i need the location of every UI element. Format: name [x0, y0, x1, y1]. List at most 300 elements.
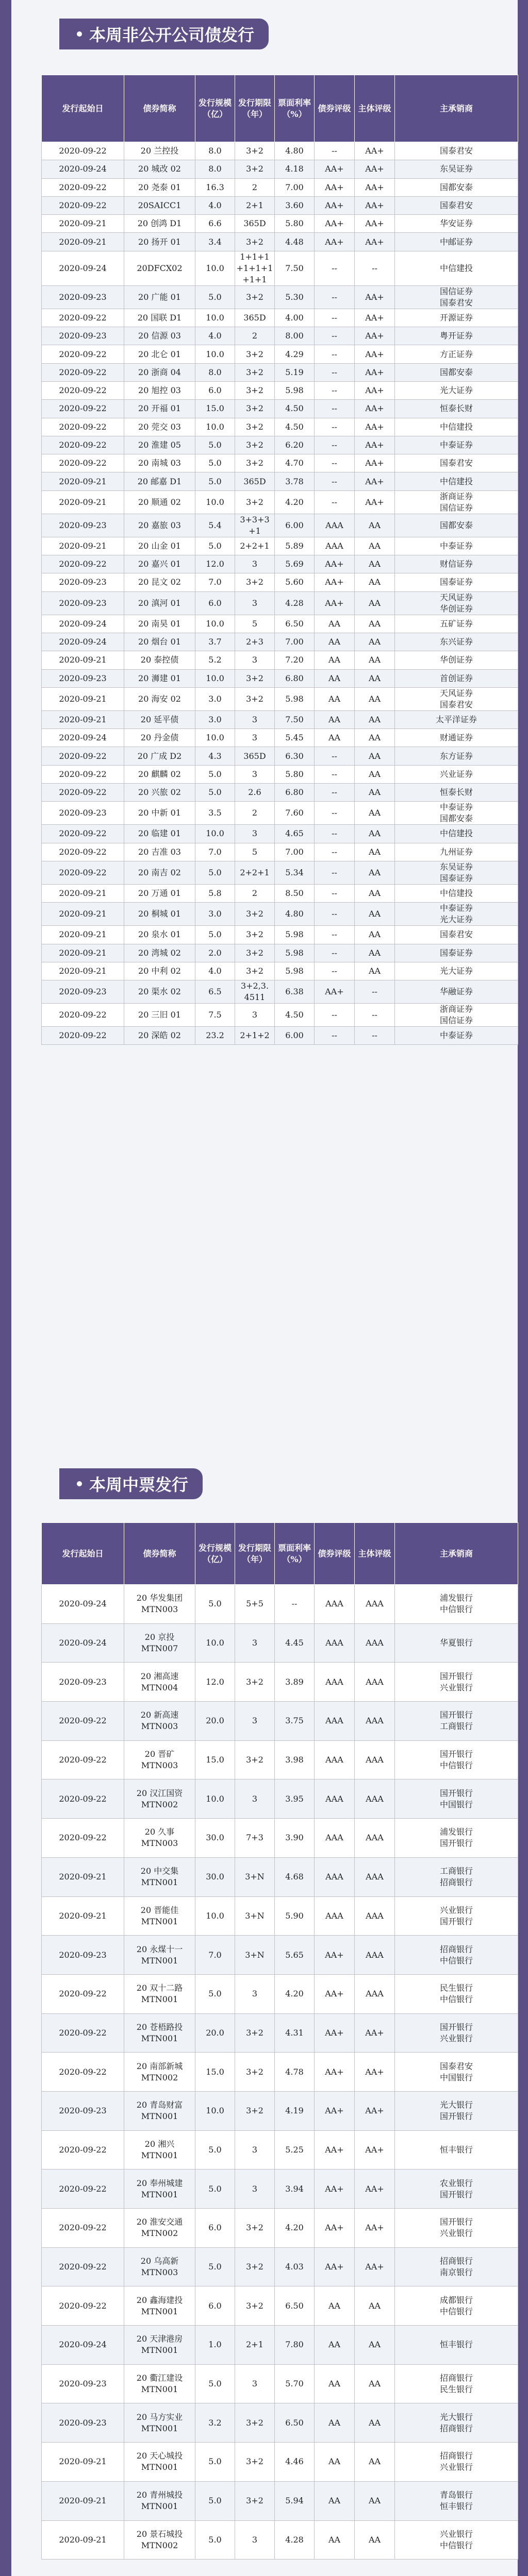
cell-bond-name: 20SAICC1 — [124, 196, 195, 214]
cell-issuer-rating: AA — [355, 802, 395, 825]
table-row — [42, 926, 518, 944]
cell-issuer-rating: -- — [355, 1027, 395, 1045]
cell-issuer-rating: AA+ — [355, 2013, 395, 2053]
cell-lead-underwriter: 中信建投 — [395, 884, 518, 902]
cell-bond-name: 20 汉江国资 MTN002 — [124, 1780, 195, 1819]
cell-issue-size: 3.0 — [195, 710, 235, 728]
cell-coupon-rate: 8.00 — [275, 327, 315, 345]
cell-bond-rating: AAA — [315, 537, 355, 555]
cell-coupon-rate: 3.95 — [275, 1780, 315, 1819]
cell-bond-rating: AAA — [315, 1896, 355, 1936]
cell-bond-name: 20 吉准 03 — [124, 843, 195, 861]
cell-issue-term: 2+1+2 — [235, 1027, 275, 1045]
cell-lead-underwriter: 中信建投 — [395, 472, 518, 490]
cell-issue-date: 2020-09-22 — [42, 2130, 124, 2170]
table-row — [42, 2286, 518, 2326]
cell-issuer-rating: AA — [355, 784, 395, 802]
cell-bond-name: 20 兰控投 — [124, 142, 195, 160]
table-row — [42, 160, 518, 178]
cell-bond-name: 20 晋能佳 MTN001 — [124, 1896, 195, 1936]
cell-coupon-rate: 5.25 — [275, 2130, 315, 2170]
cell-bond-rating: -- — [315, 490, 355, 514]
cell-issue-size: 10.0 — [195, 418, 235, 436]
table-row — [42, 1004, 518, 1027]
cell-issue-date: 2020-09-23 — [42, 514, 124, 537]
cell-issue-date: 2020-09-23 — [42, 669, 124, 687]
cell-bond-rating: AA+ — [315, 215, 355, 233]
cell-issue-size: 5.0 — [195, 2443, 235, 2482]
cell-coupon-rate: 5.30 — [275, 285, 315, 309]
cell-coupon-rate: 5.19 — [275, 363, 315, 381]
cell-issuer-rating: AAA — [355, 1896, 395, 1936]
cell-issue-size: 7.0 — [195, 843, 235, 861]
cell-bond-rating: -- — [315, 418, 355, 436]
cell-issue-date: 2020-09-22 — [42, 2170, 124, 2209]
cell-bond-rating: -- — [315, 926, 355, 944]
cell-issuer-rating: AA — [355, 747, 395, 765]
cell-bond-name: 20 苍梧路投 MTN001 — [124, 2013, 195, 2053]
cell-bond-rating: AA+ — [315, 160, 355, 178]
table-row — [42, 573, 518, 591]
cell-bond-name: 20 尧泰 01 — [124, 178, 195, 196]
cell-coupon-rate: 5.80 — [275, 215, 315, 233]
cell-issue-size: 10.0 — [195, 1623, 235, 1663]
cell-issue-date: 2020-09-21 — [42, 2481, 124, 2520]
cell-issue-term: 2+1 — [235, 2326, 275, 2365]
cell-issue-size: 5.0 — [195, 436, 235, 454]
cell-issue-size: 16.3 — [195, 178, 235, 196]
cell-issue-size: 6.0 — [195, 591, 235, 615]
table-row — [42, 1702, 518, 1741]
cell-issue-date: 2020-09-22 — [42, 784, 124, 802]
cell-issue-date: 2020-09-22 — [42, 381, 124, 399]
cell-coupon-rate: 5.90 — [275, 1896, 315, 1936]
cell-issuer-rating: AA+ — [355, 285, 395, 309]
cell-issue-size: 3.5 — [195, 802, 235, 825]
table-row — [42, 2130, 518, 2170]
cell-issue-date: 2020-09-21 — [42, 710, 124, 728]
cell-issue-size: 7.0 — [195, 573, 235, 591]
table-row — [42, 884, 518, 902]
header-issuer-rating: 主体评级 — [355, 1523, 395, 1585]
cell-lead-underwriter: 招商银行 南京银行 — [395, 2247, 518, 2286]
table-row — [42, 591, 518, 615]
cell-bond-rating: AA — [315, 2286, 355, 2326]
cell-issue-term: 365D — [235, 747, 275, 765]
header-issue-term: 发行期限（年） — [235, 75, 275, 142]
cell-lead-underwriter: 天风证券 华创证券 — [395, 591, 518, 615]
cell-bond-rating: AA — [315, 2481, 355, 2520]
cell-issue-date: 2020-09-22 — [42, 309, 124, 327]
cell-issuer-rating: -- — [355, 251, 395, 285]
cell-issue-term: 365D — [235, 215, 275, 233]
cell-bond-name: 20 中交集 MTN001 — [124, 1857, 195, 1896]
cell-coupon-rate: 5.34 — [275, 861, 315, 884]
cell-issuer-rating: AA — [355, 884, 395, 902]
cell-bond-rating: AA+ — [315, 2130, 355, 2170]
cell-bond-name: 20 中新 01 — [124, 802, 195, 825]
cell-issue-date: 2020-09-21 — [42, 944, 124, 962]
cell-bond-rating: -- — [315, 381, 355, 399]
cell-issue-date: 2020-09-23 — [42, 2403, 124, 2443]
cell-issue-size: 7.0 — [195, 1936, 235, 1975]
cell-issue-term: 3 — [235, 2520, 275, 2560]
cell-issue-term: 3+2 — [235, 363, 275, 381]
cell-issue-term: 3 — [235, 710, 275, 728]
cell-issuer-rating: AA — [355, 843, 395, 861]
cell-issuer-rating: AAA — [355, 1936, 395, 1975]
cell-coupon-rate: 6.80 — [275, 669, 315, 687]
cell-coupon-rate: 4.50 — [275, 400, 315, 418]
cell-coupon-rate: 4.18 — [275, 160, 315, 178]
cell-issue-term: 3 — [235, 1974, 275, 2013]
cell-issue-date: 2020-09-21 — [42, 926, 124, 944]
cell-issue-term: 365D — [235, 309, 275, 327]
table-row — [42, 1585, 518, 1624]
cell-issue-term: 3+2 — [235, 2013, 275, 2053]
cell-issuer-rating: AA+ — [355, 178, 395, 196]
cell-issue-size: 5.0 — [195, 784, 235, 802]
table-row — [42, 1740, 518, 1780]
cell-issuer-rating: AA — [355, 2326, 395, 2365]
cell-bond-name: 20 湘兴 MTN001 — [124, 2130, 195, 2170]
cell-issue-size: 15.0 — [195, 1740, 235, 1780]
cell-bond-name: 20 景石城投 MTN002 — [124, 2520, 195, 2560]
cell-coupon-rate: 7.00 — [275, 178, 315, 196]
cell-issue-size: 6.6 — [195, 215, 235, 233]
cell-issuer-rating: AA — [355, 651, 395, 669]
cell-bond-name: 20 兴旅 02 — [124, 784, 195, 802]
cell-coupon-rate: 5.69 — [275, 555, 315, 573]
cell-coupon-rate: 4.19 — [275, 2091, 315, 2130]
table-row — [42, 1663, 518, 1702]
table-row — [42, 142, 518, 160]
table-row — [42, 1936, 518, 1975]
cell-coupon-rate: 6.30 — [275, 747, 315, 765]
cell-bond-name: 20 南城 03 — [124, 454, 195, 472]
cell-issue-size: 5.0 — [195, 2520, 235, 2560]
table-row — [42, 436, 518, 454]
cell-bond-name: 20 开福 01 — [124, 400, 195, 418]
cell-issue-term: 3 — [235, 825, 275, 843]
cell-issuer-rating: AA — [355, 555, 395, 573]
cell-coupon-rate: 3.98 — [275, 1740, 315, 1780]
cell-coupon-rate: 5.98 — [275, 962, 315, 980]
cell-bond-name: 20 鑫海建投 MTN001 — [124, 2286, 195, 2326]
cell-bond-name: 20 烟台 01 — [124, 633, 195, 651]
cell-bond-rating: AA — [315, 2364, 355, 2403]
cell-bond-rating: -- — [315, 345, 355, 363]
cell-issue-date: 2020-09-24 — [42, 251, 124, 285]
cell-issuer-rating: AA+ — [355, 381, 395, 399]
cell-issue-date: 2020-09-21 — [42, 233, 124, 251]
cell-issue-date: 2020-09-23 — [42, 980, 124, 1004]
table-row — [42, 802, 518, 825]
cell-bond-name: 20 山金 01 — [124, 537, 195, 555]
cell-bond-name: 20 广能 01 — [124, 285, 195, 309]
cell-issuer-rating: AA — [355, 669, 395, 687]
cell-issue-term: 3+N — [235, 1857, 275, 1896]
cell-lead-underwriter: 国开银行 工商银行 — [395, 1702, 518, 1741]
private-corporate-bond-table — [41, 75, 518, 1045]
table-row — [42, 710, 518, 728]
cell-bond-name: 20 渠水 02 — [124, 980, 195, 1004]
cell-lead-underwriter: 国信证券 国泰君安 — [395, 285, 518, 309]
cell-issue-term: 3+2,3. 4511 — [235, 980, 275, 1004]
cell-issue-date: 2020-09-22 — [42, 843, 124, 861]
cell-issue-term: 2 — [235, 884, 275, 902]
cell-coupon-rate: 4.50 — [275, 418, 315, 436]
cell-issuer-rating: AAA — [355, 1740, 395, 1780]
cell-coupon-rate: 5.98 — [275, 687, 315, 710]
cell-issue-term: 3+2 — [235, 160, 275, 178]
cell-issue-size: 10.0 — [195, 490, 235, 514]
cell-lead-underwriter: 浦发银行 中信银行 — [395, 1585, 518, 1624]
cell-bond-name: 20 永煤十一 MTN001 — [124, 1936, 195, 1975]
cell-bond-rating: AA+ — [315, 2013, 355, 2053]
cell-bond-rating: AAA — [315, 1740, 355, 1780]
header-issue-term: 发行期限（年） — [235, 1523, 275, 1585]
table-row — [42, 555, 518, 573]
cell-issue-size: 5.0 — [195, 285, 235, 309]
cell-lead-underwriter: 青岛银行 恒丰银行 — [395, 2481, 518, 2520]
cell-lead-underwriter: 浦发银行 国开银行 — [395, 1819, 518, 1858]
cell-issue-date: 2020-09-22 — [42, 1780, 124, 1819]
table-row — [42, 1857, 518, 1896]
medium-term-note-table — [41, 1522, 518, 2560]
cell-bond-rating: AAA — [315, 1819, 355, 1858]
cell-issue-date: 2020-09-22 — [42, 1974, 124, 2013]
cell-bond-name: 20 延平债 — [124, 710, 195, 728]
cell-lead-underwriter: 光大证券 — [395, 381, 518, 399]
table-row — [42, 514, 518, 537]
table-row — [42, 633, 518, 651]
cell-bond-name: 20 海安 02 — [124, 687, 195, 710]
cell-lead-underwriter: 国都安泰 — [395, 363, 518, 381]
cell-bond-rating: AA — [315, 2326, 355, 2365]
cell-issue-size: 5.4 — [195, 514, 235, 537]
cell-bond-name: 20 邮嘉 D1 — [124, 472, 195, 490]
cell-issue-size: 10.0 — [195, 309, 235, 327]
cell-bond-rating: AA — [315, 615, 355, 633]
cell-issue-size: 7.5 — [195, 1004, 235, 1027]
cell-issue-date: 2020-09-22 — [42, 1027, 124, 1045]
cell-issue-size: 4.3 — [195, 747, 235, 765]
cell-lead-underwriter: 开源证券 — [395, 309, 518, 327]
cell-issue-date: 2020-09-24 — [42, 2326, 124, 2365]
cell-lead-underwriter: 国开银行 兴业银行 — [395, 1663, 518, 1702]
cell-issue-size: 5.0 — [195, 926, 235, 944]
cell-coupon-rate: 4.03 — [275, 2247, 315, 2286]
table-row — [42, 1974, 518, 2013]
cell-lead-underwriter: 中信建投 — [395, 825, 518, 843]
cell-issuer-rating: AA+ — [355, 160, 395, 178]
cell-bond-name: 20 华发集团 MTN003 — [124, 1585, 195, 1624]
cell-issuer-rating: AA+ — [355, 436, 395, 454]
cell-bond-name: 20 浉建 01 — [124, 669, 195, 687]
cell-issuer-rating: -- — [355, 980, 395, 1004]
table-row — [42, 285, 518, 309]
cell-issue-term: 3 — [235, 2364, 275, 2403]
header-lead-underwriter: 主承销商 — [395, 1523, 518, 1585]
table-row — [42, 1819, 518, 1858]
header-coupon-rate: 票面利率（%） — [275, 75, 315, 142]
cell-issuer-rating: AA+ — [355, 215, 395, 233]
cell-issue-term: 3+2 — [235, 2247, 275, 2286]
cell-bond-rating: AA+ — [315, 573, 355, 591]
cell-issue-date: 2020-09-22 — [42, 454, 124, 472]
cell-bond-rating: -- — [315, 884, 355, 902]
cell-coupon-rate: 4.48 — [275, 233, 315, 251]
cell-bond-name: 20 国联 D1 — [124, 309, 195, 327]
cell-issuer-rating: AA+ — [355, 2091, 395, 2130]
cell-bond-rating: AAA — [315, 1702, 355, 1741]
cell-lead-underwriter: 国泰证券 — [395, 944, 518, 962]
cell-issue-size: 5.0 — [195, 2481, 235, 2520]
cell-bond-rating: AA+ — [315, 2247, 355, 2286]
cell-bond-rating: AA+ — [315, 591, 355, 615]
cell-issue-date: 2020-09-23 — [42, 285, 124, 309]
cell-issue-size: 10.0 — [195, 1896, 235, 1936]
cell-issue-term: 3+2 — [235, 2481, 275, 2520]
cell-issuer-rating: AA+ — [355, 196, 395, 214]
cell-issue-date: 2020-09-22 — [42, 2247, 124, 2286]
cell-bond-name: 20 广成 D2 — [124, 747, 195, 765]
cell-issue-date: 2020-09-22 — [42, 825, 124, 843]
cell-lead-underwriter: 招商银行 中信银行 — [395, 1936, 518, 1975]
cell-issue-date: 2020-09-24 — [42, 615, 124, 633]
cell-issue-term: 2 — [235, 178, 275, 196]
cell-issue-date: 2020-09-22 — [42, 196, 124, 214]
cell-bond-rating: AA — [315, 729, 355, 747]
cell-bond-name: 20 青州城投 MTN001 — [124, 2481, 195, 2520]
cell-lead-underwriter: 华夏银行 — [395, 1623, 518, 1663]
cell-issue-date: 2020-09-22 — [42, 2209, 124, 2248]
cell-lead-underwriter: 国都安泰 — [395, 514, 518, 537]
cell-bond-name: 20 京投 MTN007 — [124, 1623, 195, 1663]
cell-issue-date: 2020-09-22 — [42, 178, 124, 196]
cell-issue-date: 2020-09-21 — [42, 962, 124, 980]
cell-bond-rating: -- — [315, 962, 355, 980]
cell-coupon-rate: 5.98 — [275, 926, 315, 944]
cell-issue-size: 1.0 — [195, 2326, 235, 2365]
cell-coupon-rate: 3.60 — [275, 196, 315, 214]
cell-bond-name: 20 昆文 02 — [124, 573, 195, 591]
cell-issuer-rating: AAA — [355, 1974, 395, 2013]
cell-issuer-rating: AA — [355, 861, 395, 884]
cell-lead-underwriter: 东吴证券 国泰证券 — [395, 861, 518, 884]
cell-issuer-rating: AA — [355, 633, 395, 651]
cell-issue-term: 3+2 — [235, 400, 275, 418]
cell-issuer-rating: AAA — [355, 1585, 395, 1624]
table-row — [42, 615, 518, 633]
cell-lead-underwriter: 天风证券 国泰君安 — [395, 687, 518, 710]
cell-issue-date: 2020-09-22 — [42, 1004, 124, 1027]
cell-issue-term: 2.6 — [235, 784, 275, 802]
cell-issue-date: 2020-09-21 — [42, 537, 124, 555]
cell-issue-size: 3.0 — [195, 903, 235, 926]
cell-lead-underwriter: 中泰证券 国都安泰 — [395, 802, 518, 825]
cell-lead-underwriter: 中泰证券 — [395, 537, 518, 555]
cell-issue-term: 3 — [235, 2170, 275, 2209]
cell-issue-term: 3 — [235, 729, 275, 747]
cell-coupon-rate: 4.46 — [275, 2443, 315, 2482]
cell-lead-underwriter: 华创证券 — [395, 651, 518, 669]
cell-issue-term: 3+2 — [235, 2286, 275, 2326]
cell-issue-size: 5.0 — [195, 1974, 235, 2013]
header-bond-rating: 债券评级 — [315, 75, 355, 142]
cell-issue-date: 2020-09-22 — [42, 1702, 124, 1741]
cell-lead-underwriter: 国开银行 中国银行 — [395, 1780, 518, 1819]
cell-bond-name: 20 浙商 04 — [124, 363, 195, 381]
cell-coupon-rate: 5.80 — [275, 765, 315, 783]
cell-issue-size: 5.0 — [195, 537, 235, 555]
cell-lead-underwriter: 国泰君安 — [395, 926, 518, 944]
cell-issue-term: 3+2 — [235, 669, 275, 687]
table-row — [42, 400, 518, 418]
cell-issue-date: 2020-09-22 — [42, 436, 124, 454]
cell-issuer-rating: AA+ — [355, 142, 395, 160]
cell-bond-rating: AAA — [315, 1663, 355, 1702]
cell-lead-underwriter: 国泰君安 中国银行 — [395, 2053, 518, 2092]
cell-issue-date: 2020-09-22 — [42, 1819, 124, 1858]
cell-issuer-rating: AA+ — [355, 327, 395, 345]
cell-issue-size: 5.0 — [195, 2247, 235, 2286]
cell-issue-size: 3.0 — [195, 687, 235, 710]
cell-coupon-rate: 4.68 — [275, 1857, 315, 1896]
cell-bond-name: 20 深皓 02 — [124, 1027, 195, 1045]
cell-issuer-rating: AA — [355, 2364, 395, 2403]
cell-issue-term: 3+2 — [235, 345, 275, 363]
cell-bond-name: 20 顺通 02 — [124, 490, 195, 514]
cell-issuer-rating: AA+ — [355, 472, 395, 490]
cell-bond-rating: -- — [315, 285, 355, 309]
cell-issue-size: 4.0 — [195, 327, 235, 345]
cell-bond-rating: AA+ — [315, 1936, 355, 1975]
table-row — [42, 687, 518, 710]
cell-issue-size: 12.0 — [195, 1663, 235, 1702]
table-row — [42, 381, 518, 399]
cell-bond-name: 20 城改 02 — [124, 160, 195, 178]
cell-coupon-rate: 4.28 — [275, 2520, 315, 2560]
cell-issuer-rating: AA — [355, 765, 395, 783]
table-row — [42, 363, 518, 381]
cell-bond-name: 20 莞交 03 — [124, 418, 195, 436]
cell-issue-date: 2020-09-22 — [42, 765, 124, 783]
cell-lead-underwriter: 成都银行 中信银行 — [395, 2286, 518, 2326]
cell-issue-date: 2020-09-22 — [42, 2013, 124, 2053]
table-row — [42, 825, 518, 843]
cell-issuer-rating: AA — [355, 710, 395, 728]
cell-lead-underwriter: 国开银行 兴业银行 — [395, 2013, 518, 2053]
cell-coupon-rate: 6.20 — [275, 436, 315, 454]
cell-issue-size: 6.5 — [195, 980, 235, 1004]
cell-issue-date: 2020-09-21 — [42, 2443, 124, 2482]
cell-coupon-rate: 3.78 — [275, 472, 315, 490]
cell-issue-term: 3 — [235, 765, 275, 783]
cell-coupon-rate: 5.98 — [275, 944, 315, 962]
cell-bond-rating: AA+ — [315, 196, 355, 214]
cell-lead-underwriter: 东方证券 — [395, 747, 518, 765]
cell-issue-size: 20.0 — [195, 1702, 235, 1741]
cell-bond-name: 20 旭控 03 — [124, 381, 195, 399]
cell-bond-name: 20 奉州城建 MTN001 — [124, 2170, 195, 2209]
header-issue-size: 发行规模（亿） — [195, 1523, 235, 1585]
cell-lead-underwriter: 国泰君安 — [395, 196, 518, 214]
cell-bond-rating: -- — [315, 843, 355, 861]
cell-issue-date: 2020-09-21 — [42, 884, 124, 902]
cell-bond-name: 20 乌高新 MTN003 — [124, 2247, 195, 2286]
